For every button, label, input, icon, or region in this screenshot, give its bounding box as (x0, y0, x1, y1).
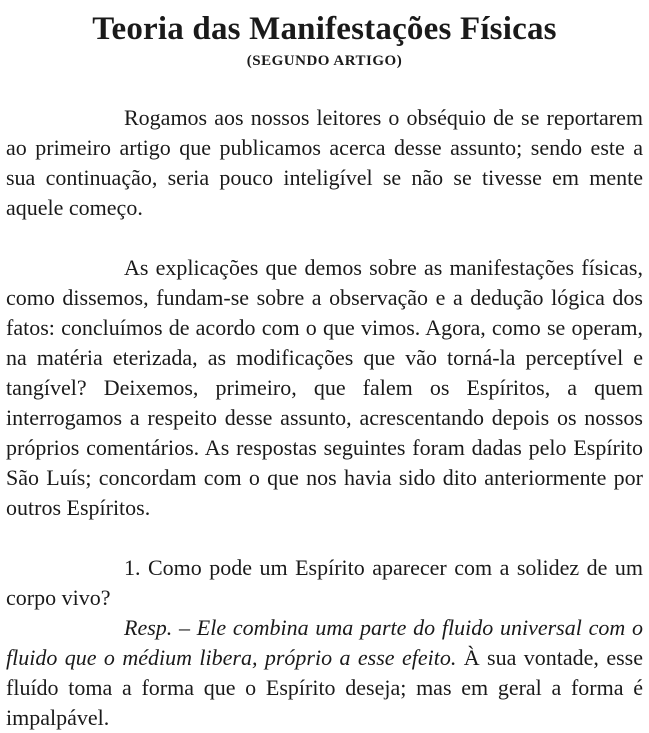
article-subtitle: (SEGUNDO ARTIGO) (246, 53, 403, 69)
answer-1 (6, 613, 643, 733)
paragraph-intro: Rogamos aos nossos leitores o obséquio de se reportarem ao primeiro artigo que publicamos acerca desse assunto; sendo este a sua continuação, seria pouco inteligível se não se tivesse em mente aquele começo. (6, 105, 643, 220)
question-1: 1. Como pode um Espírito aparecer com a solidez de um corpo vivo? (6, 555, 643, 610)
paragraph-explanations: As explicações que demos sobre as manifestações físicas, como dissemos, fundam-se sobre a observação e a dedução lógica dos fatos: concluímos de acordo com o que vimos. Agora, como se operam, na matéria eterizada, as modificações que vão torná-la perceptível e tangível? Deixemos, primeiro, que falem os Espíritos, a quem interrogamos a respeito desse assunto, acrescentando depois os nossos próprios comentários. As respostas seguintes foram dadas pelo Espírito São Luís; concordam com o que nos havia sido dito anteriormente por outros Espíritos. (6, 255, 643, 520)
answer-1-rest: À sua vontade, esse fluído toma a forma que o Espírito deseja; mas em geral a forma é impalpável. (6, 645, 643, 730)
answer-1-italic: Ele combina uma parte do fluido universal com o fluido que o médium libera, próprio a esse efeito. (6, 615, 644, 670)
article-title: Teoria das Manifestações Físicas (92, 11, 557, 47)
answer-1-label: Resp. – (124, 615, 197, 640)
document-page (6, 10, 643, 733)
